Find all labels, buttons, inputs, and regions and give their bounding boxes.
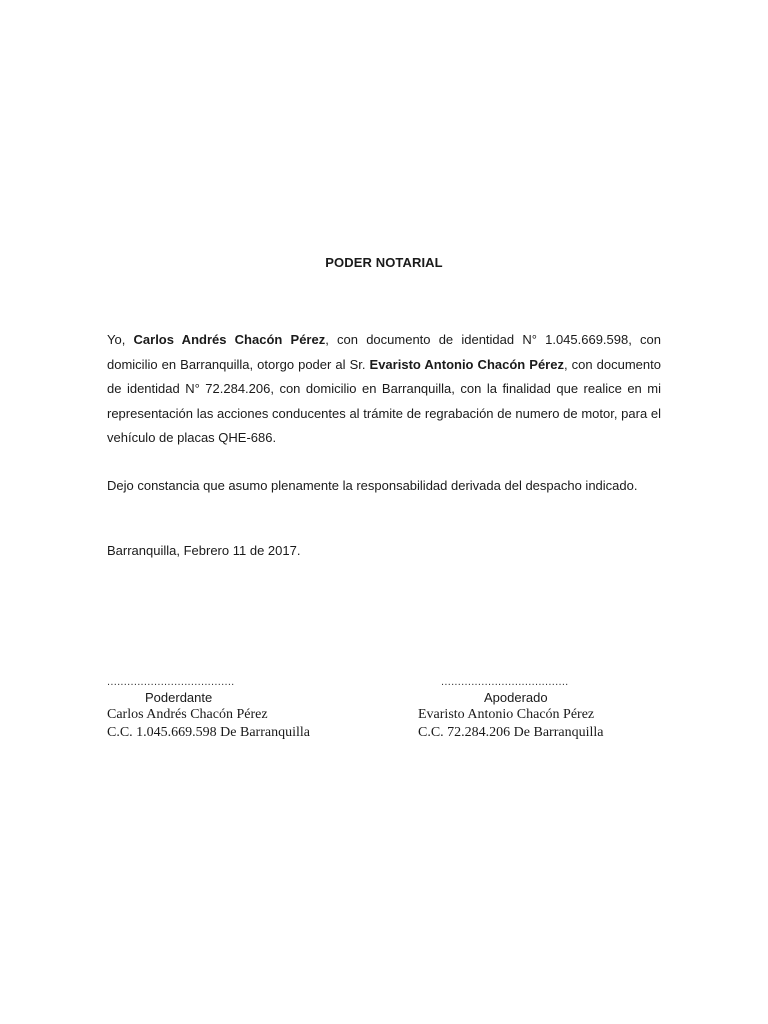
attorney-id: C.C. 72.284.206 De Barranquilla	[418, 725, 604, 740]
attorney-role: Apoderado	[484, 690, 548, 705]
document-title: PODER NOTARIAL	[325, 255, 443, 270]
grantor-id: C.C. 1.045.669.598 De Barranquilla	[107, 725, 310, 740]
grantor-signature-name: Carlos Andrés Chacón Pérez	[107, 707, 268, 722]
attorney-signature-name: Evaristo Antonio Chacón Pérez	[418, 707, 595, 722]
paragraph-text: , con documento de identidad N° 72.284.206, con domicilio en Barranquilla, con la finalidad que realice en mi representación las acciones conducentes al trámite de regrabación de numero de motor, para el vehículo de placas QHE-686.	[107, 356, 661, 445]
grantor-name: Carlos Andrés Chacón Pérez	[133, 332, 326, 347]
paragraph-text: , con documento de identidad N° 1.045.669.598, con domicilio en Barranquilla, otorgo poder al Sr.	[107, 332, 661, 372]
responsibility-paragraph: Dejo constancia que asumo plenamente la responsabilidad derivada del despacho indicado.	[107, 478, 638, 493]
grantor-signature-line: ......................................	[107, 676, 235, 688]
power-of-attorney-paragraph	[107, 328, 661, 451]
place-date: Barranquilla, Febrero 11 de 2017.	[107, 543, 301, 558]
paragraph-text: Yo,	[107, 332, 134, 347]
grantor-role: Poderdante	[145, 690, 213, 705]
attorney-name: Evaristo Antonio Chacón Pérez	[369, 356, 564, 372]
attorney-signature-line: ......................................	[441, 676, 569, 688]
